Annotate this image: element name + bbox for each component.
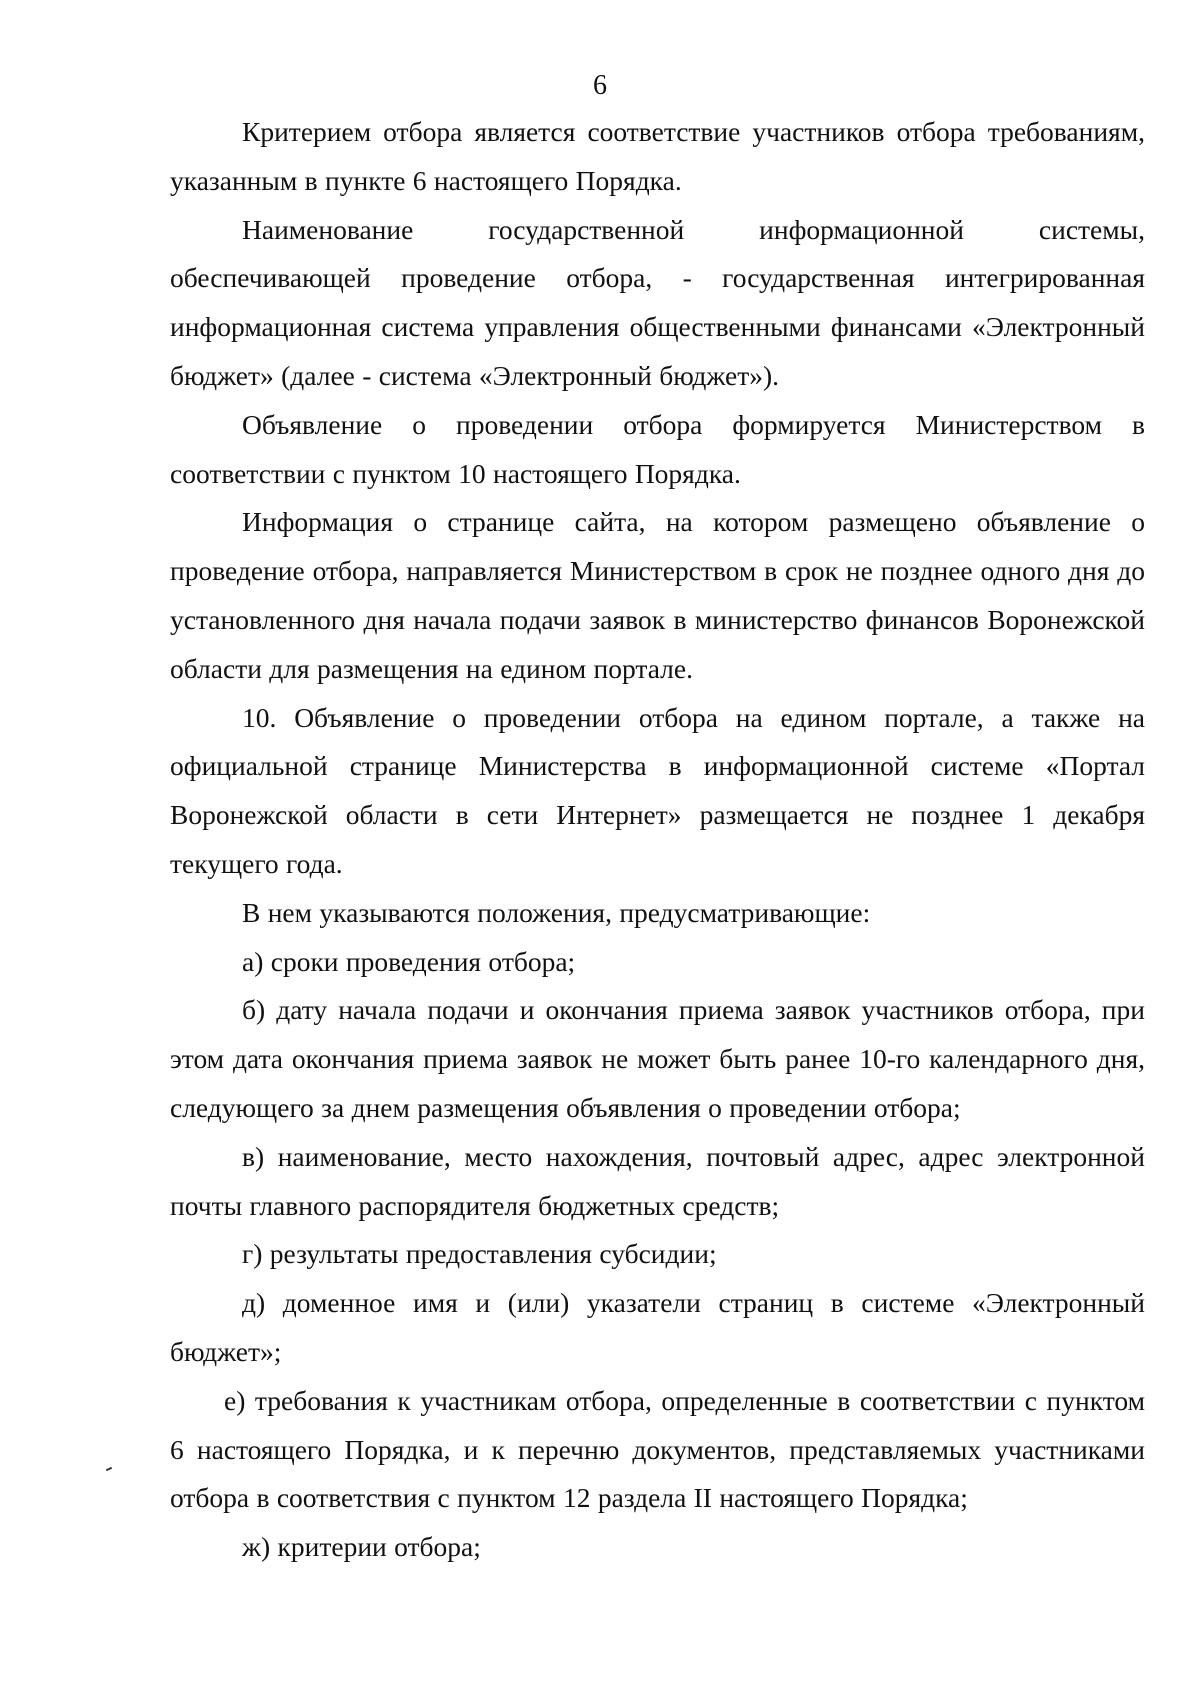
scan-artifact-mark [106, 1467, 112, 1471]
list-item-b: б) дату начала подачи и окончания приема заявок участников отбора, при этом дата окончания приема заявок не может быть ранее 10-го календарного дня, следующего за днем размещения объявления о проведении отбора; [170, 994, 1145, 1123]
paragraph-item-10: 10. Объявление о проведении отбора на едином портале, а также на официальной странице Министерства в информационной системе «Портал Воронежской области в сети Интернет» размещается не позднее 1 декабря текущего года. [170, 701, 1145, 879]
paragraph-information-system: Наименование государственной информационной системы, обеспечивающей проведение отбора, - государственная интегрированная информационная система управления общественными финансами «Электронный бюджет» (далее - система «Электронный бюджет»). [170, 213, 1145, 391]
list-item-g: г) результаты предоставления субсидии; [242, 1238, 717, 1270]
list-item-zh: ж) критерии отбора; [242, 1531, 481, 1563]
paragraph-selection-criterion: Критерием отбора является соответствие участников отбора требованиям, указанным в пункте 6 настоящего Порядка. [170, 116, 1145, 196]
page-number: 6 [593, 70, 607, 101]
paragraph-site-information: Информация о странице сайта, на котором размещено объявление о проведение отбора, направляется Министерством в срок не позднее одного дня до установленного дня начала подачи заявок в министерство финансов Воронежской области для размещения на едином портале. [170, 506, 1145, 684]
list-item-e: е) требования к участникам отбора, определенные в соответствии с пунктом 6 настоящего Порядка, и к перечню документов, представляемых участниками отбора в соответствия с пунктом 12 раздела II настоящего Порядка; [170, 1384, 1145, 1514]
document-body [170, 108, 1145, 1572]
paragraph-announcement-formation: Объявление о проведении отбора формируется Министерством в соответствии с пунктом 10 настоящего Порядка. [170, 408, 1145, 489]
list-item-d: д) доменное имя и (или) указатели страниц в системе «Электронный бюджет»; [170, 1287, 1145, 1367]
list-item-a: а) сроки проведения отбора; [242, 945, 576, 977]
paragraph-provisions-intro: В нем указываются положения, предусматривающие: [242, 896, 871, 928]
list-item-v: в) наименование, место нахождения, почтовый адрес, адрес электронной почты главного распорядителя бюджетных средств; [170, 1140, 1145, 1221]
